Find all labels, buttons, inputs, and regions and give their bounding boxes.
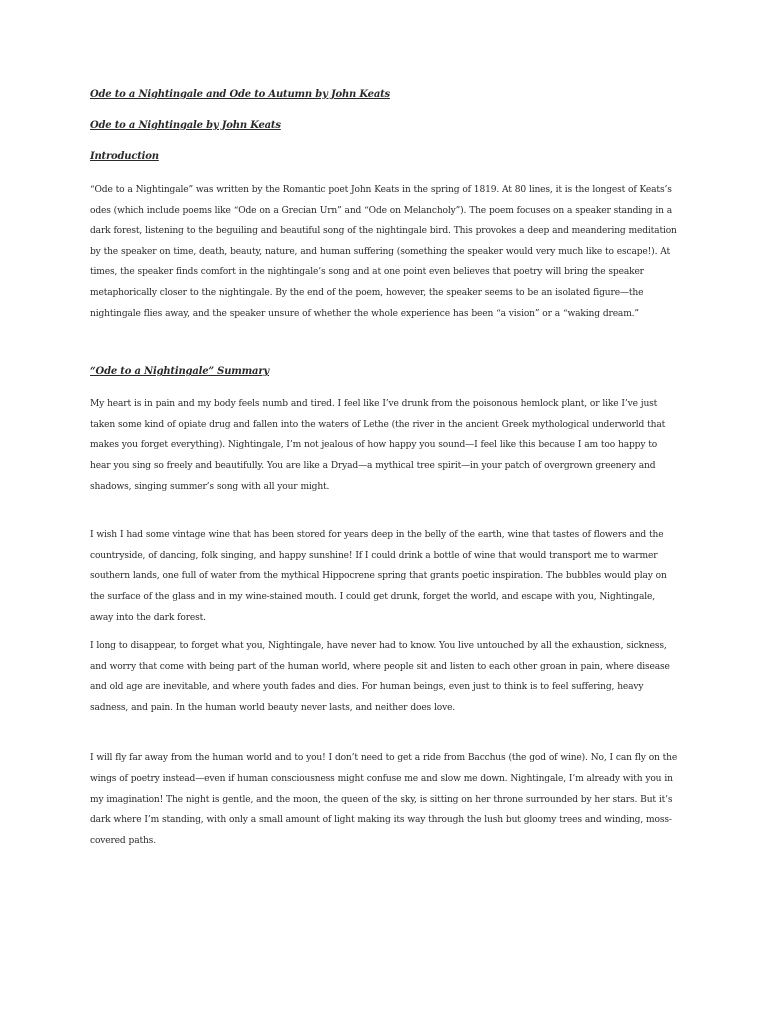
- introduction-paragraph: “Ode to a Nightingale” was written by the Romantic poet John Keats in the spring of 1819. At 80 lines, it is the longest of Keats’s odes (which include poems like “Ode on a Grecian Urn” and “Ode on Melancholy”). The poem focuses on a speaker standing in a dark forest, listening to the beguiling and beautiful song of the nightingale bird. This provokes a deep and meandering meditation by the speaker on time, death, beauty, nature, and human suffering (something the speaker would very much like to escape!). At times, the speaker finds comfort in the nightingale’s song and at one point even believes that poetry will bring the speaker metaphorically closer to the nightingale. By the end of the poem, however, the speaker seems to be an isolated figure—the nightingale flies away, and the speaker unsure of whether the whole experience has been “a vision” or a “waking dream.”: [90, 185, 677, 319]
- spacer: [90, 732, 680, 748]
- spacer: [90, 511, 680, 525]
- summary-paragraph-1: My heart is in pain and my body feels numb and tired. I feel like I’ve drunk from the poisonous hemlock plant, or like I’ve just taken some kind of opiate drug and fallen into the waters of Lethe (the river in the ancient Greek mythological underworld that makes you forget everything). Nightingale, I’m not jealous of how happy you sound—I feel like this because I am too happy to hear you sing so freely and beautifully. You are like a Dryad—a mythical tree spirit—in your patch of overgrown greenery and shadows, singing summer’s song with all your might.: [90, 399, 666, 492]
- spacer: [90, 497, 680, 511]
- spacer: [90, 718, 680, 732]
- introduction-heading: Introduction: [90, 151, 159, 162]
- summary-paragraph-4: I will fly far away from the human world and to you! I don’t need to get a ride from Bacchus (the god of wine). No, I can fly on the wings of poetry instead—even if human consciousness might confuse me and slow me down. Nightingale, I’m already with you in my imagination! The night is gentle, and the moon, the queen of the sky, is sitting on her throne surrounded by her stars. But it’s dark where I’m standing, with only a small amount of light making its way through the lush but gloomy trees and winding, moss-covered paths.: [90, 753, 678, 846]
- document-page: [90, 88, 680, 851]
- document-subtitle: Ode to a Nightingale by John Keats: [90, 120, 281, 131]
- summary-heading: “Ode to a Nightingale” Summary: [90, 366, 270, 378]
- document-title: Ode to a Nightingale and Ode to Autumn by John Keats: [90, 89, 390, 100]
- spacer: [90, 324, 680, 365]
- summary-paragraph-3: I long to disappear, to forget what you, Nightingale, have never had to know. You live untouched by all the exhaustion, sickness, and worry that come with being part of the human world, where people sit and listen to each other groan in pain, where disease and old age are inevitable, and where youth fades and dies. For human beings, even just to think is to feel suffering, heavy sadness, and pain. In the human world beauty never lasts, and neither does love.: [90, 641, 670, 713]
- summary-paragraph-2: I wish I had some vintage wine that has been stored for years deep in the belly of the earth, wine that tastes of flowers and the countryside, of dancing, folk singing, and happy sunshine! If I could drink a bottle of wine that would transport me to warmer southern lands, one full of water from the mythical Hippocrene spring that grants poetic inspiration. The bubbles would play on the surface of the glass and in my wine-stained mouth. I could get drunk, forget the world, and escape with you, Nightingale, away into the dark forest.: [90, 530, 667, 623]
- spacer: [90, 628, 680, 636]
